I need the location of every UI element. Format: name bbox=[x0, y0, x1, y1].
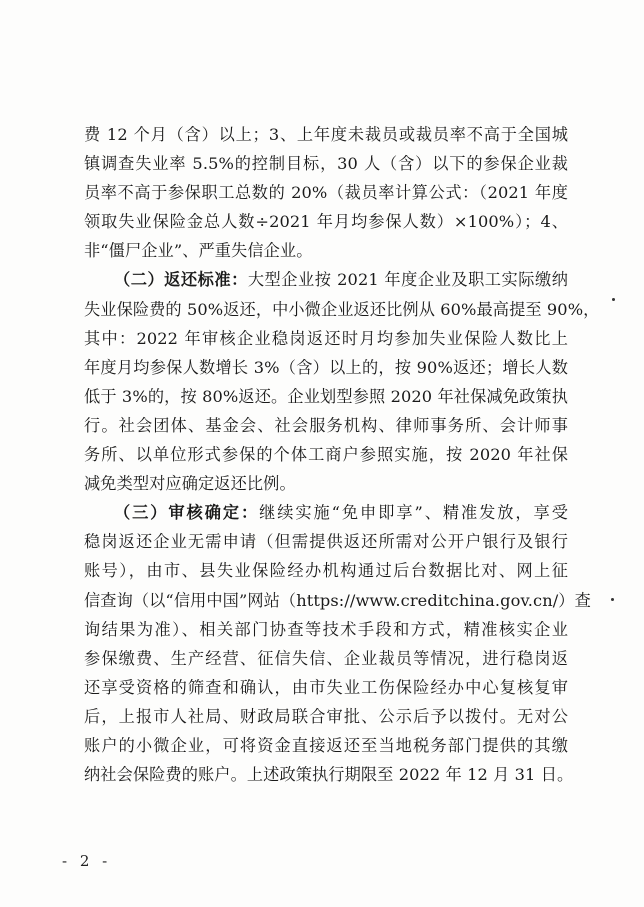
text-line: 年度月均参保人数增长 3%（含）以上的，按 90%返还；增长人数 bbox=[84, 357, 568, 377]
text-line: 失业保险费的 50%返还，中小微企业返还比例从 60%最高提至 90%， bbox=[84, 299, 600, 319]
section-heading-return-standard: （二）返还标准： bbox=[114, 270, 248, 290]
text-line: 减免类型对应确定返还比例。 bbox=[84, 474, 296, 494]
text-line: 员率不高于参保职工总数的 20%（裁员率计算公式：（2021 年度 bbox=[84, 183, 568, 203]
text-line: 稳岗返还企业无需申请（但需提供返还所需对公开户银行及银行 bbox=[84, 532, 568, 552]
text-line: 其中：2022 年审核企业稳岗返还时月均参加失业保险人数比上 bbox=[84, 328, 568, 348]
body-text bbox=[84, 120, 600, 789]
section-text: 大型企业按 2021 年度企业及职工实际缴纳 bbox=[247, 270, 568, 290]
scan-speck bbox=[612, 298, 615, 301]
text-line: 费 12 个月（含）以上；3、上年度未裁员或裁员率不高于全国城 bbox=[84, 125, 568, 144]
text-line: 账户的小微企业，可将资金直接返还至当地税务部门提供的其缴 bbox=[84, 735, 568, 755]
section-heading-line bbox=[84, 265, 568, 294]
text-line: 镇调查失业率 5.5%的控制目标，30 人（含）以下的参保企业裁 bbox=[84, 154, 568, 174]
text-line: 低于 3%的，按 80%返还。企业划型参照 2020 年社保减免政策执 bbox=[84, 386, 568, 406]
text-line: 纳社会保险费的账户。上述政策执行期限至 2022 年 12 月 31 日。 bbox=[84, 765, 574, 785]
section-text: 继续实施“免申即享”、精准发放，享受 bbox=[259, 503, 568, 523]
scan-speck bbox=[611, 598, 614, 601]
text-line: 参保缴费、生产经营、征信失信、企业裁员等情况，进行稳岗返 bbox=[84, 648, 568, 668]
text-line: 领取失业保险金总人数÷2021 年月均参保人数）×100%）；4、 bbox=[84, 212, 568, 232]
section-heading-line bbox=[84, 498, 568, 527]
text-line: 还享受资格的筛查和确认，由市失业工伤保险经办中心复核复审 bbox=[84, 677, 568, 697]
text-line: 行。社会团体、基金会、社会服务机构、律师事务所、会计师事 bbox=[84, 415, 568, 435]
section-heading-review: （三）审核确定： bbox=[114, 503, 260, 523]
text-line: 非“僵尸企业”、严重失信企业。 bbox=[84, 241, 313, 261]
text-line: 后，上报市人社局、财政局联合审批、公示后予以拨付。无对公 bbox=[84, 706, 568, 726]
text-line: 务所、以单位形式参保的个体工商户参照实施，按 2020 年社保 bbox=[84, 445, 568, 465]
text-line: 信查询（以“信用中国”网站（https://www.creditchina.gov.cn/）查 bbox=[84, 590, 591, 610]
text-line: 账号），由市、县失业保险经办机构通过后台数据比对、网上征 bbox=[84, 561, 568, 581]
text-line: 询结果为准）、相关部门协查等技术手段和方式，精准核实企业 bbox=[84, 619, 568, 639]
page-number: - 2 - bbox=[62, 852, 112, 870]
